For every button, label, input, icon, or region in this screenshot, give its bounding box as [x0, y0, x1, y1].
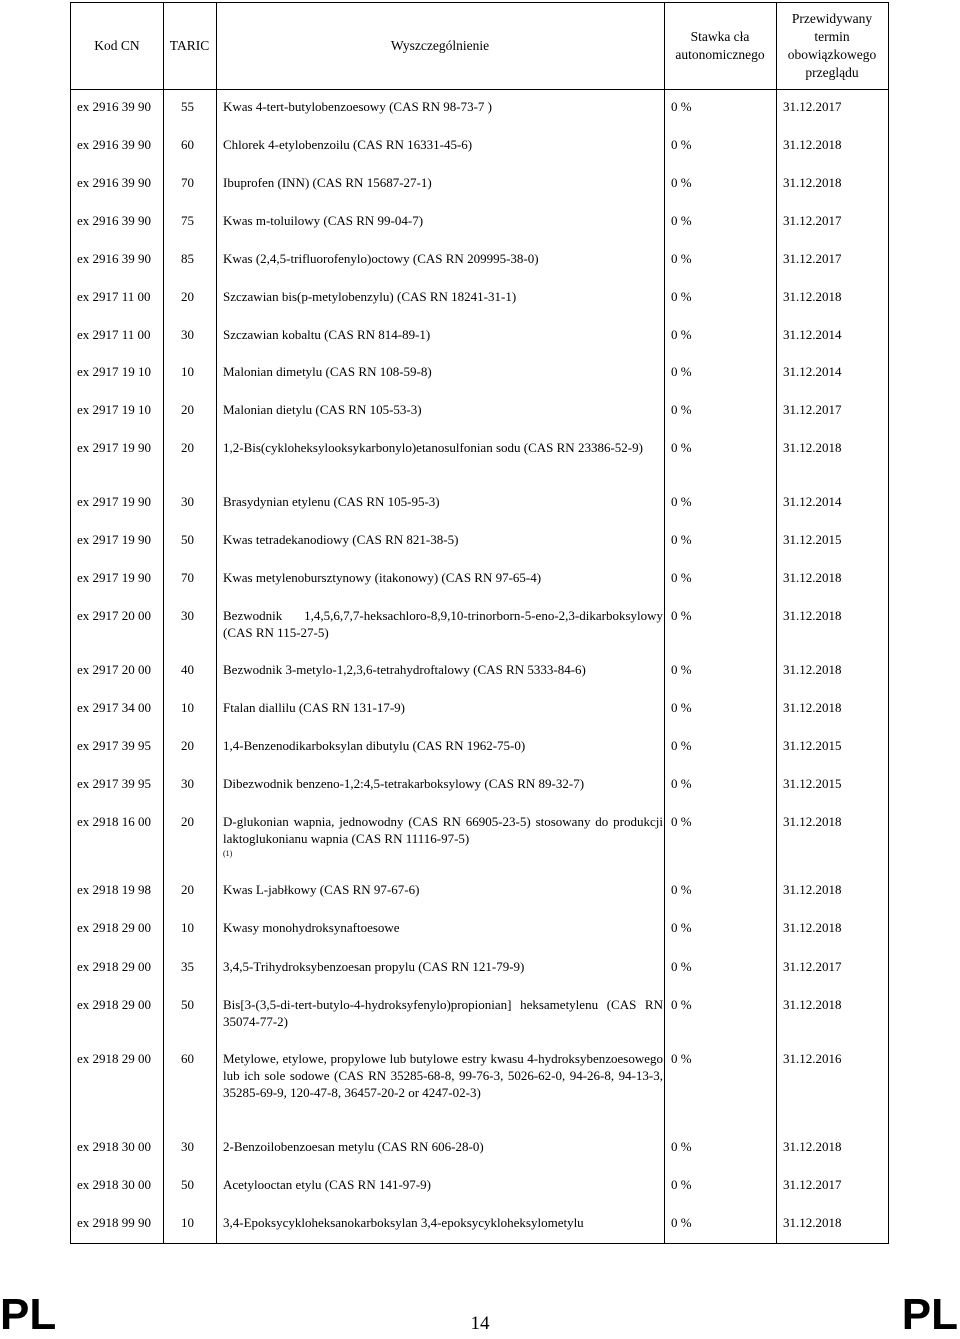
- description: [223, 881, 663, 898]
- cn-code-text: ex 2918 16 00: [77, 814, 152, 829]
- review-date-text: 31.12.2018: [783, 1215, 842, 1230]
- description-text: Bezwodnik 1,4,5,6,7,7-heksachloro-8,9,10-trinorborn-5-eno-2,3-dikarboksylowy (CAS RN 115-27-5): [223, 608, 663, 640]
- taric-code: [181, 775, 194, 792]
- review-date: [783, 737, 842, 754]
- cn-code-text: ex 2917 20 00: [77, 608, 152, 623]
- cn-code: [77, 996, 151, 1013]
- review-date: [783, 326, 842, 343]
- description: [223, 775, 663, 792]
- taric-code-text: 10: [181, 700, 194, 715]
- review-date-text: 31.12.2014: [783, 364, 842, 379]
- taric-code: [181, 98, 194, 115]
- duty-rate: [671, 958, 692, 975]
- cn-code: [77, 813, 151, 830]
- cn-code: [77, 775, 151, 792]
- duty-rate-text: 0 %: [671, 814, 692, 829]
- review-date: [783, 212, 842, 229]
- description-text: Ibuprofen (INN) (CAS RN 15687-27-1): [223, 175, 432, 190]
- duty-rate-text: 0 %: [671, 920, 692, 935]
- duty-rate: [671, 288, 692, 305]
- cn-code: [77, 881, 151, 898]
- review-date: [783, 881, 842, 898]
- review-date: [783, 958, 842, 975]
- cn-code-text: ex 2918 19 98: [77, 882, 152, 897]
- taric-code-text: 10: [181, 920, 194, 935]
- cn-code-text: ex 2917 11 00: [77, 289, 151, 304]
- review-date: [783, 98, 842, 115]
- taric-code-text: 20: [181, 402, 194, 417]
- review-date-text: 31.12.2017: [783, 959, 842, 974]
- review-date-text: 31.12.2018: [783, 662, 842, 677]
- description-text: D-glukonian wapnia, jednowodny (CAS RN 66905-23-5) stosowany do produkcji laktoglukonianu wapnia (CAS RN 11116-97-5): [223, 814, 663, 846]
- cn-code: [77, 212, 151, 229]
- taric-code-text: 10: [181, 1215, 194, 1230]
- duty-rate-text: 0 %: [671, 997, 692, 1012]
- review-date-text: 31.12.2017: [783, 1177, 842, 1192]
- review-date: [783, 1214, 842, 1231]
- header-kod-cn: Kod CN: [94, 38, 140, 53]
- cn-code: [77, 250, 151, 267]
- cn-code: [77, 493, 151, 510]
- cn-code-text: ex 2916 39 90: [77, 137, 152, 152]
- duty-rate-text: 0 %: [671, 99, 692, 114]
- duty-rate: [671, 531, 692, 548]
- taric-code: [181, 881, 194, 898]
- description-text: 2-Benzoilobenzoesan metylu (CAS RN 606-28-0): [223, 1139, 484, 1154]
- taric-code: [181, 919, 194, 936]
- review-date-text: 31.12.2018: [783, 440, 842, 455]
- cn-code-text: ex 2916 39 90: [77, 213, 152, 228]
- duty-rate: [671, 569, 692, 586]
- review-date-text: 31.12.2014: [783, 327, 842, 342]
- duty-rate-text: 0 %: [671, 662, 692, 677]
- description: [223, 1214, 663, 1231]
- taric-code-text: 20: [181, 440, 194, 455]
- cn-code-text: ex 2917 19 10: [77, 364, 152, 379]
- description: [223, 1050, 663, 1101]
- taric-code-text: 70: [181, 175, 194, 190]
- cn-code: [77, 1138, 151, 1155]
- taric-code-text: 40: [181, 662, 194, 677]
- review-date-text: 31.12.2017: [783, 99, 842, 114]
- taric-code: [181, 737, 194, 754]
- duty-rate-text: 0 %: [671, 289, 692, 304]
- review-date: [783, 136, 842, 153]
- duty-rate: [671, 1050, 692, 1067]
- taric-code: [181, 813, 194, 830]
- column-divider: [664, 3, 665, 1243]
- duty-rate-text: 0 %: [671, 776, 692, 791]
- tariff-table: [70, 2, 889, 1244]
- taric-code: [181, 136, 194, 153]
- taric-code: [181, 661, 194, 678]
- cn-code: [77, 531, 151, 548]
- cn-code-text: ex 2916 39 90: [77, 175, 152, 190]
- cn-code: [77, 737, 151, 754]
- duty-rate-text: 0 %: [671, 1215, 692, 1230]
- duty-rate: [671, 699, 692, 716]
- duty-rate: [671, 250, 692, 267]
- taric-code: [181, 401, 194, 418]
- review-date-text: 31.12.2018: [783, 137, 842, 152]
- description: [223, 98, 663, 115]
- duty-rate: [671, 919, 692, 936]
- cn-code: [77, 174, 151, 191]
- duty-rate: [671, 996, 692, 1013]
- description: [223, 813, 663, 859]
- duty-rate-text: 0 %: [671, 532, 692, 547]
- cn-code: [77, 326, 151, 343]
- taric-code: [181, 569, 194, 586]
- cn-code-text: ex 2916 39 90: [77, 251, 152, 266]
- description: [223, 958, 663, 975]
- duty-rate-text: 0 %: [671, 364, 692, 379]
- review-date-text: 31.12.2018: [783, 1139, 842, 1154]
- review-date-text: 31.12.2017: [783, 251, 842, 266]
- description: [223, 996, 663, 1030]
- description: [223, 607, 663, 641]
- language-code-right: PL: [901, 1290, 958, 1339]
- taric-code-text: 55: [181, 99, 194, 114]
- review-date-text: 31.12.2018: [783, 920, 842, 935]
- description-text: Bezwodnik 3-metylo-1,2,3,6-tetrahydroftalowy (CAS RN 5333-84-6): [223, 662, 586, 677]
- cn-code: [77, 98, 151, 115]
- taric-code: [181, 363, 194, 380]
- cn-code: [77, 401, 151, 418]
- page-number: 14: [470, 1313, 490, 1334]
- review-date: [783, 288, 842, 305]
- taric-code: [181, 958, 194, 975]
- duty-rate: [671, 775, 692, 792]
- description-text: 3,4-Epoksycykloheksanokarboksylan 3,4-epoksycykloheksylometylu: [223, 1215, 584, 1230]
- description: [223, 569, 663, 586]
- description: [223, 919, 663, 936]
- duty-rate: [671, 1176, 692, 1193]
- duty-rate: [671, 174, 692, 191]
- taric-code: [181, 326, 194, 343]
- taric-code-text: 30: [181, 776, 194, 791]
- header-divider: [71, 89, 888, 90]
- review-date: [783, 363, 842, 380]
- duty-rate-text: 0 %: [671, 1177, 692, 1192]
- cn-code: [77, 1176, 151, 1193]
- duty-rate: [671, 813, 692, 830]
- taric-code: [181, 212, 194, 229]
- review-date: [783, 607, 842, 624]
- description: [223, 439, 663, 456]
- description-text: Brasydynian etylenu (CAS RN 105-95-3): [223, 494, 440, 509]
- cn-code: [77, 288, 151, 305]
- header-review-date: Przewidywany termin obowiązkowego przeglądu: [787, 11, 877, 80]
- taric-code-text: 30: [181, 327, 194, 342]
- taric-code-text: 50: [181, 997, 194, 1012]
- review-date: [783, 1050, 842, 1067]
- duty-rate: [671, 98, 692, 115]
- taric-code-text: 20: [181, 738, 194, 753]
- description: [223, 1176, 663, 1193]
- review-date: [783, 813, 842, 830]
- description-text: Kwas 4-tert-butylobenzoesowy (CAS RN 98-73-7 ): [223, 99, 492, 114]
- description-text: 1,4-Benzenodikarboksylan dibutylu (CAS RN 1962-75-0): [223, 738, 526, 753]
- taric-code-text: 20: [181, 882, 194, 897]
- cn-code-text: ex 2917 19 90: [77, 494, 152, 509]
- taric-code: [181, 1214, 194, 1231]
- duty-rate-text: 0 %: [671, 137, 692, 152]
- taric-code: [181, 1050, 194, 1067]
- review-date-text: 31.12.2018: [783, 814, 842, 829]
- review-date: [783, 661, 842, 678]
- taric-code-text: 50: [181, 1177, 194, 1192]
- description-text: Malonian dietylu (CAS RN 105-53-3): [223, 402, 422, 417]
- review-date-text: 31.12.2018: [783, 882, 842, 897]
- cn-code: [77, 919, 151, 936]
- cn-code-text: ex 2917 19 90: [77, 532, 152, 547]
- column-divider: [776, 3, 777, 1243]
- review-date: [783, 775, 842, 792]
- taric-code: [181, 699, 194, 716]
- description-text: Acetylooctan etylu (CAS RN 141-97-9): [223, 1177, 431, 1192]
- header-rate: Stawka cła autonomicznego: [675, 29, 765, 62]
- review-date-text: 31.12.2015: [783, 738, 842, 753]
- cn-code-text: ex 2917 39 95: [77, 738, 152, 753]
- review-date: [783, 250, 842, 267]
- cn-code-text: ex 2917 34 00: [77, 700, 152, 715]
- description: [223, 1138, 663, 1155]
- duty-rate: [671, 439, 692, 456]
- duty-rate-text: 0 %: [671, 175, 692, 190]
- footnote-marker: (1): [223, 849, 233, 858]
- duty-rate-text: 0 %: [671, 570, 692, 585]
- duty-rate-text: 0 %: [671, 251, 692, 266]
- description-text: Metylowe, etylowe, propylowe lub butylowe estry kwasu 4-hydroksybenzoesowego lub ich sole sodowe (CAS RN 35285-68-8, 99-76-3, 5026-62-0, 94-26-8, 94-13-3, 35285-69-9, 120-47-8, 36457-20-2 or 4247-02-3): [223, 1051, 663, 1100]
- description: [223, 136, 663, 153]
- cn-code-text: ex 2918 29 00: [77, 1051, 152, 1066]
- taric-code-text: 60: [181, 1051, 194, 1066]
- review-date: [783, 1176, 842, 1193]
- column-divider: [216, 3, 217, 1243]
- cn-code-text: ex 2918 29 00: [77, 997, 152, 1012]
- taric-code-text: 75: [181, 213, 194, 228]
- duty-rate: [671, 136, 692, 153]
- taric-code: [181, 607, 194, 624]
- review-date-text: 31.12.2018: [783, 997, 842, 1012]
- taric-code: [181, 439, 194, 456]
- review-date: [783, 919, 842, 936]
- header-taric: TARIC: [169, 38, 210, 53]
- description: [223, 288, 663, 305]
- review-date-text: 31.12.2016: [783, 1051, 842, 1066]
- description: [223, 661, 663, 678]
- cn-code-text: ex 2918 29 00: [77, 920, 152, 935]
- review-date: [783, 493, 842, 510]
- cn-code: [77, 136, 151, 153]
- taric-code-text: 20: [181, 814, 194, 829]
- duty-rate: [671, 326, 692, 343]
- duty-rate-text: 0 %: [671, 738, 692, 753]
- cn-code-text: ex 2918 30 00: [77, 1139, 152, 1154]
- cn-code-text: ex 2917 19 10: [77, 402, 152, 417]
- review-date-text: 31.12.2015: [783, 776, 842, 791]
- description: [223, 326, 663, 343]
- duty-rate-text: 0 %: [671, 882, 692, 897]
- duty-rate: [671, 607, 692, 624]
- duty-rate: [671, 401, 692, 418]
- cn-code-text: ex 2918 99 90: [77, 1215, 152, 1230]
- description-text: Ftalan diallilu (CAS RN 131-17-9): [223, 700, 405, 715]
- duty-rate-text: 0 %: [671, 402, 692, 417]
- duty-rate-text: 0 %: [671, 1139, 692, 1154]
- duty-rate-text: 0 %: [671, 213, 692, 228]
- duty-rate-text: 0 %: [671, 608, 692, 623]
- description-text: Kwasy monohydroksynaftoesowe: [223, 920, 400, 935]
- description: [223, 493, 663, 510]
- taric-code: [181, 288, 194, 305]
- taric-code-text: 10: [181, 364, 194, 379]
- taric-code-text: 60: [181, 137, 194, 152]
- review-date: [783, 531, 842, 548]
- description-text: Malonian dimetylu (CAS RN 108-59-8): [223, 364, 432, 379]
- description-text: Chlorek 4-etylobenzoilu (CAS RN 16331-45-6): [223, 137, 473, 152]
- header-description: Wyszczególnienie: [390, 38, 490, 53]
- description: [223, 699, 663, 716]
- cn-code-text: ex 2917 11 00: [77, 327, 151, 342]
- description: [223, 363, 663, 380]
- description-text: Szczawian bis(p-metylobenzylu) (CAS RN 18241-31-1): [223, 289, 517, 304]
- description: [223, 401, 663, 418]
- taric-code: [181, 493, 194, 510]
- taric-code-text: 20: [181, 289, 194, 304]
- taric-code: [181, 250, 194, 267]
- review-date-text: 31.12.2018: [783, 175, 842, 190]
- duty-rate-text: 0 %: [671, 494, 692, 509]
- description-text: Kwas metylenobursztynowy (itakonowy) (CAS RN 97-65-4): [223, 570, 542, 585]
- review-date-text: 31.12.2017: [783, 402, 842, 417]
- taric-code: [181, 174, 194, 191]
- taric-code-text: 50: [181, 532, 194, 547]
- review-date: [783, 996, 842, 1013]
- review-date: [783, 401, 842, 418]
- cn-code-text: ex 2917 39 95: [77, 776, 152, 791]
- language-code-left: PL: [0, 1290, 57, 1339]
- review-date-text: 31.12.2018: [783, 289, 842, 304]
- description-text: 3,4,5-Trihydroksybenzoesan propylu (CAS RN 121-79-9): [223, 959, 525, 974]
- taric-code-text: 30: [181, 494, 194, 509]
- taric-code-text: 30: [181, 608, 194, 623]
- cn-code-text: ex 2918 29 00: [77, 959, 152, 974]
- review-date-text: 31.12.2018: [783, 700, 842, 715]
- description-text: Kwas m-toluilowy (CAS RN 99-04-7): [223, 213, 424, 228]
- description-text: 1,2-Bis(cykloheksylooksykarbonylo)etanosulfonian sodu (CAS RN 23386-52-9): [223, 440, 643, 455]
- description: [223, 212, 663, 229]
- duty-rate: [671, 737, 692, 754]
- review-date: [783, 699, 842, 716]
- review-date: [783, 174, 842, 191]
- review-date-text: 31.12.2018: [783, 570, 842, 585]
- description-text: Bis[3-(3,5-di-tert-butylo-4-hydroksyfenylo)propionian] heksametylenu (CAS RN 35074-77-2): [223, 997, 663, 1029]
- cn-code: [77, 1050, 151, 1067]
- cn-code-text: ex 2917 19 90: [77, 440, 152, 455]
- taric-code: [181, 531, 194, 548]
- description-text: Dibezwodnik benzeno-1,2:4,5-tetrakarboksylowy (CAS RN 89-32-7): [223, 776, 585, 791]
- review-date-text: 31.12.2015: [783, 532, 842, 547]
- cn-code: [77, 363, 151, 380]
- duty-rate: [671, 1214, 692, 1231]
- column-divider: [163, 3, 164, 1243]
- cn-code-text: ex 2917 19 90: [77, 570, 152, 585]
- description: [223, 250, 663, 267]
- duty-rate-text: 0 %: [671, 700, 692, 715]
- description-text: Kwas (2,4,5-trifluorofenylo)octowy (CAS RN 209995-38-0): [223, 251, 539, 266]
- duty-rate: [671, 881, 692, 898]
- taric-code-text: 85: [181, 251, 194, 266]
- cn-code: [77, 569, 151, 586]
- duty-rate: [671, 493, 692, 510]
- cn-code: [77, 661, 151, 678]
- taric-code: [181, 996, 194, 1013]
- duty-rate-text: 0 %: [671, 440, 692, 455]
- taric-code-text: 35: [181, 959, 194, 974]
- cn-code-text: ex 2917 20 00: [77, 662, 152, 677]
- description: [223, 737, 663, 754]
- description-text: Kwas tetradekanodiowy (CAS RN 821-38-5): [223, 532, 459, 547]
- review-date-text: 31.12.2018: [783, 608, 842, 623]
- cn-code-text: ex 2918 30 00: [77, 1177, 152, 1192]
- duty-rate: [671, 661, 692, 678]
- duty-rate-text: 0 %: [671, 959, 692, 974]
- review-date: [783, 439, 842, 456]
- review-date-text: 31.12.2014: [783, 494, 842, 509]
- taric-code-text: 30: [181, 1139, 194, 1154]
- description: [223, 174, 663, 191]
- duty-rate: [671, 1138, 692, 1155]
- taric-code-text: 70: [181, 570, 194, 585]
- cn-code: [77, 607, 151, 624]
- cn-code: [77, 958, 151, 975]
- cn-code-text: ex 2916 39 90: [77, 99, 152, 114]
- review-date-text: 31.12.2017: [783, 213, 842, 228]
- review-date: [783, 1138, 842, 1155]
- duty-rate: [671, 363, 692, 380]
- cn-code: [77, 699, 151, 716]
- review-date: [783, 569, 842, 586]
- description-text: Szczawian kobaltu (CAS RN 814-89-1): [223, 327, 431, 342]
- duty-rate-text: 0 %: [671, 327, 692, 342]
- description: [223, 531, 663, 548]
- duty-rate: [671, 212, 692, 229]
- cn-code: [77, 439, 151, 456]
- taric-code: [181, 1138, 194, 1155]
- cn-code: [77, 1214, 151, 1231]
- duty-rate-text: 0 %: [671, 1051, 692, 1066]
- taric-code: [181, 1176, 194, 1193]
- description-text: Kwas L-jabłkowy (CAS RN 97-67-6): [223, 882, 420, 897]
